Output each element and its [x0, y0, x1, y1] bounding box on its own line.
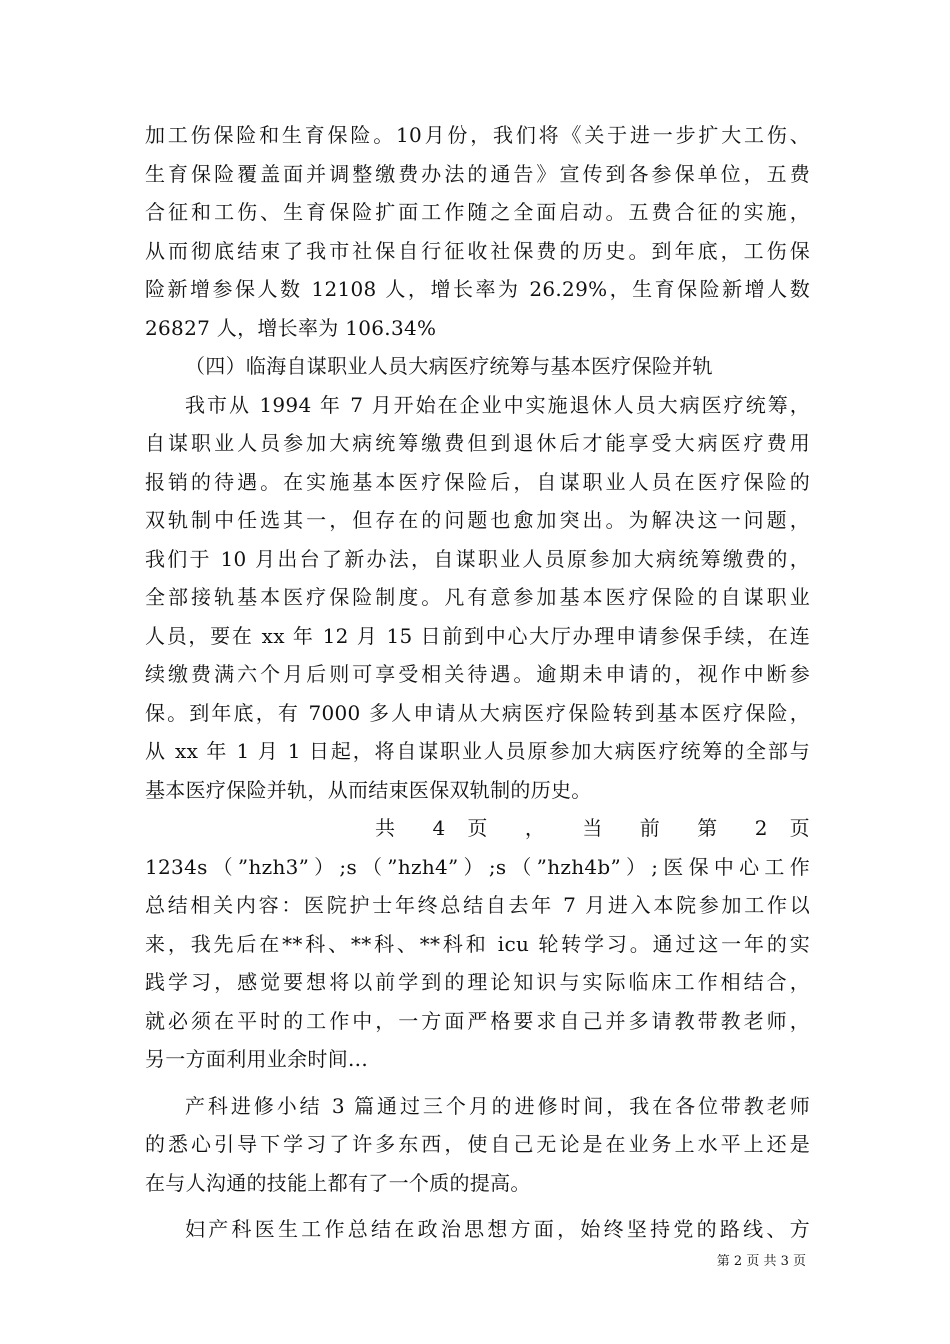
- document-body: [145, 116, 810, 1249]
- text-line: 26827 人，增长率为 106.34%: [145, 315, 437, 340]
- text-line: 从而彻底结束了我市社保自行征收社保费的历史。到年底，工伤保: [145, 238, 810, 263]
- section-heading: （四）临海自谋职业人员大病医疗统筹与基本医疗保险并轨: [185, 354, 713, 378]
- text-line: 妇产科医生工作总结在政治思想方面，始终坚持党的路线、方: [185, 1217, 810, 1241]
- text-line: 总结相关内容：医院护士年终总结自去年 7 月进入本院参加工作以: [145, 893, 810, 917]
- text-line: 另一方面利用业余时间...: [145, 1047, 368, 1071]
- paragraph-gap: [145, 1202, 810, 1210]
- text-line: 双轨制中任选其一，但存在的问题也愈加突出。为解决这一问题，: [145, 508, 810, 532]
- text-line: 基本医疗保险并轨，从而结束医保双轨制的历史。: [145, 777, 592, 802]
- text-line: 从 xx 年 1 月 1 日起，将自谋职业人员原参加大病医疗统筹的全部与: [145, 739, 810, 763]
- text-line: 产科进修小结 3 篇通过三个月的进修时间，我在各位带教老师: [185, 1093, 810, 1118]
- text-line: 合征和工伤、生育保险扩面工作随之全面启动。五费合征的实施，: [145, 200, 810, 224]
- text-line: 自谋职业人员参加大病统筹缴费但到退休后才能享受大病医疗费用: [145, 431, 810, 455]
- text-line: 1234s（”hzh3”）;s（”hzh4”）;s（”hzh4b”）;医保中心工作: [145, 854, 810, 879]
- text-line: 就必须在平时的工作中，一方面严格要求自己并多请教带教老师，: [145, 1008, 810, 1033]
- text-line: 保。到年底，有 7000 多人申请从大病医疗保险转到基本医疗保险，: [145, 700, 810, 725]
- page-footer: 第 2 页 共 3 页: [716, 1254, 806, 1269]
- text-line: 我们于 10 月出台了新办法，自谋职业人员原参加大病统筹缴费的，: [145, 546, 810, 571]
- text-line: 来，我先后在**科、**科、**科和 icu 轮转学习。通过这一年的实: [145, 931, 810, 956]
- text-line: 险新增参保人数 12108 人，增长率为 26.29%，生育保险新增人数: [145, 277, 810, 301]
- text-line: 人员，要在 xx 年 12 月 15 日前到中心大厅办理申请参保手续，在连: [145, 623, 810, 648]
- page-count-line: 共 4 页 ， 当 前 第 2 页: [375, 816, 810, 840]
- text-line: 我市从 1994 年 7 月开始在企业中实施退休人员大病医疗统筹，: [185, 392, 810, 417]
- paragraph-gap: [145, 1079, 810, 1087]
- text-line: 全部接轨基本医疗保险制度。凡有意参加基本医疗保险的自谋职业: [145, 585, 810, 609]
- text-line: 续缴费满六个月后则可享受相关待遇。逾期未申请的，视作中断参: [145, 662, 810, 686]
- text-line: 生育保险覆盖面并调整缴费办法的通告》宣传到各参保单位，五费: [145, 161, 810, 186]
- text-line: 加工伤保险和生育保险。10月份，我们将《关于进一步扩大工伤、: [145, 123, 810, 147]
- text-line: 践学习，感觉要想将以前学到的理论知识与实际临床工作相结合，: [145, 970, 810, 994]
- text-line: 的悉心引导下学习了许多东西，使自己无论是在业务上水平上还是: [145, 1132, 810, 1156]
- text-line: 在与人沟通的技能上都有了一个质的提高。: [145, 1170, 531, 1195]
- text-line: 报销的待遇。在实施基本医疗保险后，自谋职业人员在医疗保险的: [145, 469, 810, 494]
